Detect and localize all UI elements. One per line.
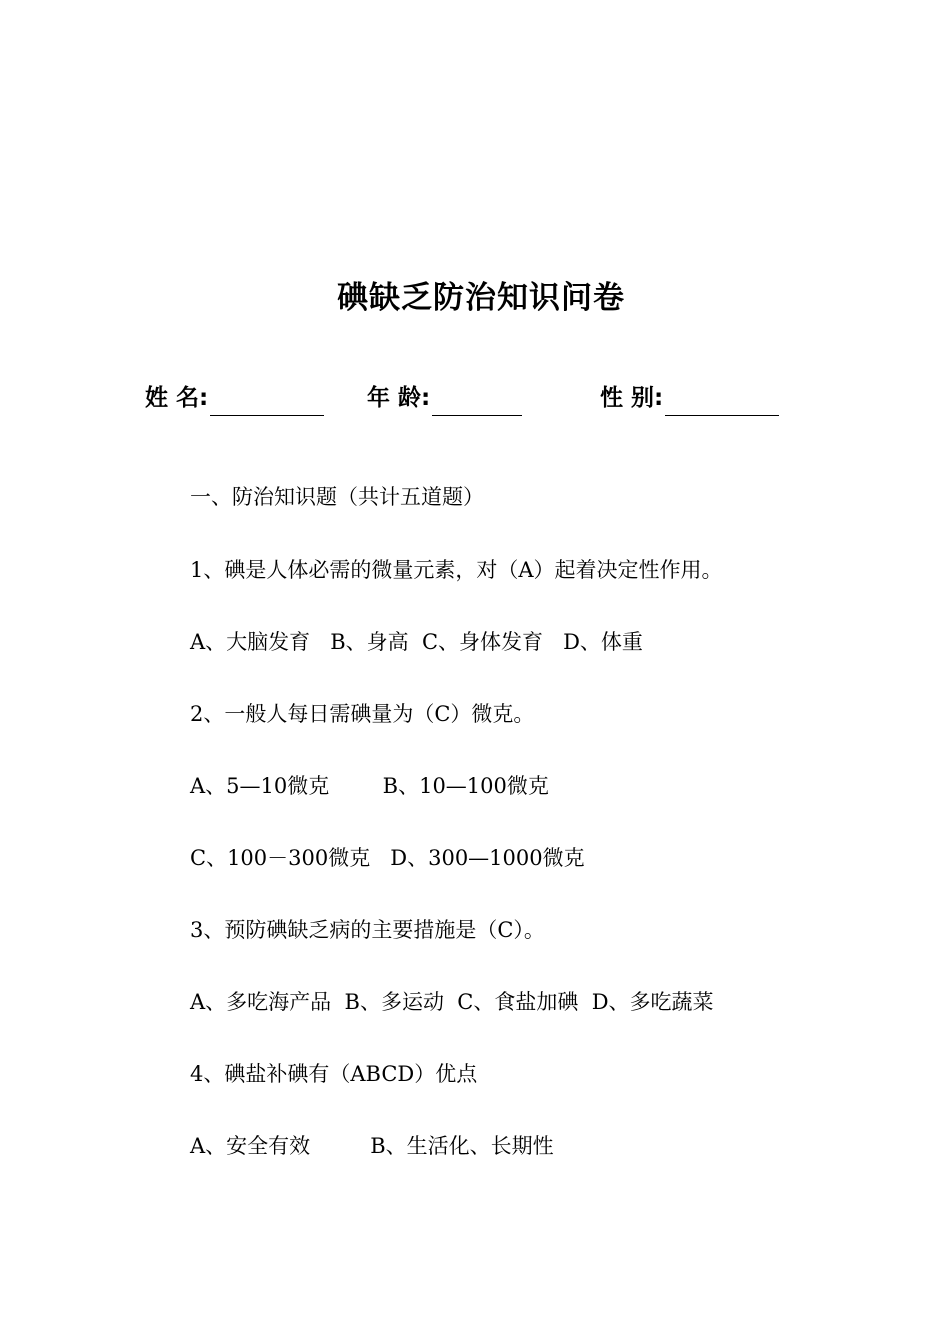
gender-blank[interactable] xyxy=(665,389,779,416)
name-label: 姓 名: xyxy=(145,385,209,411)
question-3: 3、预防碘缺乏病的主要措施是（C）。 xyxy=(190,918,545,942)
section-heading: 一、防治知识题（共计五道题） xyxy=(190,485,484,509)
question-4-options-a-b: A、安全有效 B、生活化、长期性 xyxy=(190,1134,554,1158)
gender-field xyxy=(600,380,779,416)
question-4: 4、碘盐补碘有（ABCD）优点 xyxy=(190,1062,478,1086)
age-blank[interactable] xyxy=(432,389,522,416)
question-2-options-c-d: C、100－300微克 D、300—1000微克 xyxy=(190,846,585,870)
question-1: 1、碘是人体必需的微量元素，对（A）起着决定性作用。 xyxy=(190,558,723,582)
respondent-info-row xyxy=(145,380,805,416)
gender-label: 性 别: xyxy=(600,385,664,411)
name-field xyxy=(145,380,324,416)
age-label: 年 龄: xyxy=(367,385,431,411)
question-3-options: A、多吃海产品 B、多运动 C、食盐加碘 D、多吃蔬菜 xyxy=(190,990,714,1014)
question-2: 2、一般人每日需碘量为（C）微克。 xyxy=(190,702,535,726)
question-1-options: A、大脑发育 B、身高 C、身体发育 D、体重 xyxy=(190,630,643,654)
age-field xyxy=(367,380,522,416)
name-blank[interactable] xyxy=(210,389,324,416)
question-2-options-a-b: A、5—10微克 B、10—100微克 xyxy=(190,774,549,798)
page-title: 碘缺乏防治知识问卷 xyxy=(337,280,625,316)
